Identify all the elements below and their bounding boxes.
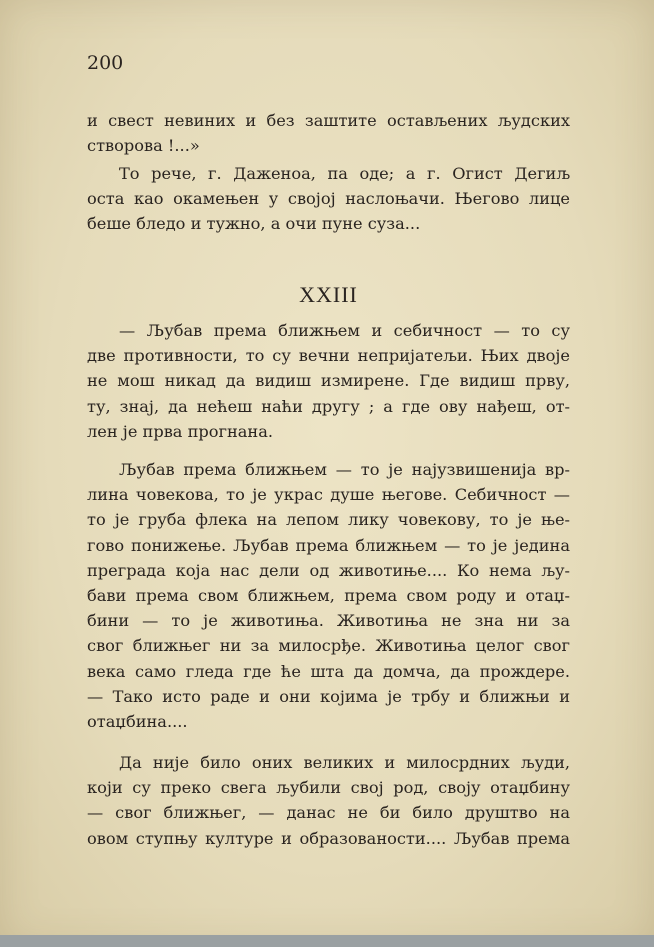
text-line: створова !...» — [87, 136, 200, 156]
text-line: гово понижење. Љубав према ближњем — то је једина — [87, 535, 570, 555]
paragraph-3 — [87, 457, 570, 734]
text-line: бини — то је животиња. Животиња не зна ни за — [87, 611, 570, 631]
opening-lines — [87, 108, 570, 158]
text-line: — Љубав према ближњем и себичност — то су — [119, 321, 570, 340]
text-line: оста као окамењен у својој наслоњачи. Његово лице — [87, 189, 570, 209]
text-line: Да није било оних великих и милосрдних људи, — [119, 753, 570, 772]
text-line: који су преко свега љубили свој род, своју отаџбину — [87, 778, 570, 798]
text-line: свог ближњег ни за милосрђе. Животиња целог свог — [87, 636, 570, 656]
paragraph-1 — [87, 161, 570, 237]
scan-edge — [0, 935, 654, 947]
text-line: лина човекова, то је украс душе његове. Себичност — — [87, 485, 570, 505]
text-line: лен је прва прогнана. — [87, 421, 274, 441]
text-line: Љубав према ближњем — то је најузвишенија вр- — [119, 460, 570, 479]
text-line: то је груба флека на лепом лику човекову, то је ње- — [87, 510, 570, 530]
text-line: ту, знај, да нећеш наћи другу ; а где ову нађеш, от- — [87, 396, 570, 416]
paragraph-2 — [87, 318, 570, 444]
text-line: века само гледа где ће шта да домча, да прождере. — [87, 661, 570, 681]
text-line: преграда која нас дели од животиње.... Ко нема љу- — [87, 560, 570, 580]
text-line: — Тако исто раде и они којима је трбу и ближњи и — [87, 686, 570, 706]
text-line: две противности, то су вечни непријатељи. Њих двоје — [87, 346, 570, 366]
text-line: не мош никад да видиш измирене. Где видиш прву, — [87, 371, 570, 391]
text-line: овом ступњу културе и образованости.... Љубав према — [87, 828, 570, 848]
text-line: и свест невиних и без заштите остављених људских — [87, 111, 570, 130]
text-line: отаџбина.... — [87, 712, 188, 732]
text-line: беше бледо и тужно, а очи пуне суза... — [87, 214, 421, 234]
paragraph-4 — [87, 750, 570, 851]
text-line: — свог ближњег, — данас не би било друштво на — [87, 803, 570, 823]
text-line: бави према свом ближњем, према свом роду и отаџ- — [87, 586, 570, 606]
page-number: 200 — [87, 52, 124, 74]
chapter-heading: XXIII — [299, 282, 358, 307]
text-line: То рече, г. Даженоа, па оде; а г. Огист Дегиљ — [119, 164, 570, 183]
